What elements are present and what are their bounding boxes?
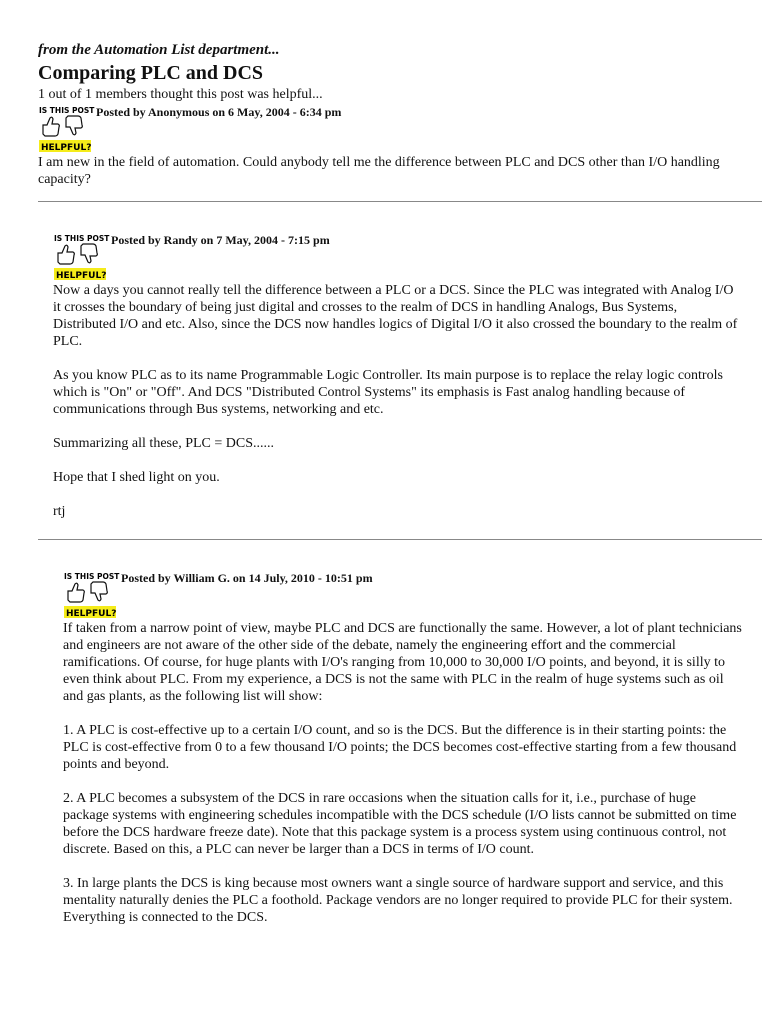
post-2	[53, 232, 743, 520]
post-divider	[38, 539, 762, 540]
badge-line2: HELPFUL?	[41, 143, 92, 153]
post-paragraph: 2. A PLC becomes a subsystem of the DCS in rare occasions when the situation calls for it, i.e., purchase of huge package systems with engineering schedules incompatible with the DCS schedule (I/O lists cannot be submitted on time before the DCS hardware freeze date). Note that this package system is a process system using continuous control, not discrete. Based on this, a PLC can never be larger than a DCS in terms of I/O count.	[63, 791, 737, 857]
post-paragraph: If taken from a narrow point of view, maybe PLC and DCS are functionally the same. However, a lot of plant technicians and engineers are not aware of the other side of the debate, namely the engineering effort and the commercial ramifications. Of course, for huge plants with I/O's ranging from 10,000 to 30,000 I/O points, and beyond, it is silly to even think about PLC. From my experience, a DCS is not the same with PLC in the realm of huge systems such as oil and gas plants, as the following list will show:	[63, 621, 742, 704]
posted-by: Posted by William G. on 14 July, 2010 - 10:51 pm	[121, 571, 373, 585]
post-paragraph: 1. A PLC is cost-effective up to a certain I/O count, and so is the DCS. But the difference is in their starting points: the PLC is cost-effective from 0 to a few thousand I/O points; the DCS becomes cost-effective starting from a few thousand points and beyond.	[63, 723, 737, 772]
post-paragraph: I am new in the field of automation. Could anybody tell me the difference between PLC and DCS other than I/O handling capacity?	[38, 155, 720, 187]
post-header	[53, 232, 743, 282]
post-divider	[38, 201, 762, 202]
post-body	[53, 282, 743, 520]
post-signature: rtj	[53, 504, 66, 519]
helpful-thumbs-icon[interactable]	[63, 570, 121, 620]
badge-line2: HELPFUL?	[66, 609, 117, 619]
badge-line1: IS THIS POST	[39, 106, 95, 115]
post-paragraph: 3. In large plants the DCS is king because most owners want a single source of hardware support and service, and this mentality naturally denies the PLC a foothold. Package vendors are no longer required to provide PLC for their system. Everything is connected to the DCS.	[63, 876, 733, 925]
post-paragraph: Summarizing all these, PLC = DCS......	[53, 436, 274, 451]
post-1	[38, 104, 762, 188]
post-paragraph: Now a days you cannot really tell the difference between a PLC or a DCS. Since the PLC was integrated with Analog I/O it crosses the boundary of being just digital and crosses to the realm of DCS in handling Analogs, Bus Systems, Distributed I/O and etc. Also, since the DCS now handles logics of Digital I/O it also crossed the boundary to the realm of PLC.	[53, 283, 738, 349]
post-body	[38, 154, 762, 188]
post-header	[38, 104, 762, 154]
badge-line2: HELPFUL?	[56, 271, 107, 281]
helpful-thumbs-icon[interactable]	[53, 232, 111, 282]
badge-line1: IS THIS POST	[64, 572, 120, 581]
page-header	[38, 40, 762, 105]
page-title: Comparing PLC and DCS	[38, 62, 264, 84]
post-paragraph: As you know PLC as to its name Programmable Logic Controller. Its main purpose is to replace the relay logic controls which is "On" or "Off". And DCS "Distributed Control Systems" its emphasis is Fast analog handling because of communications through Bus systems, networking and etc.	[53, 368, 723, 417]
post-body	[63, 620, 743, 926]
posted-by: Posted by Anonymous on 6 May, 2004 - 6:34 pm	[96, 105, 342, 119]
department-label: from the Automation List department...	[38, 42, 280, 58]
post-paragraph: Hope that I shed light on you.	[53, 470, 220, 485]
badge-line1: IS THIS POST	[54, 234, 110, 243]
helpful-count: 1 out of 1 members thought this post was helpful...	[38, 87, 323, 102]
post-3	[63, 570, 743, 926]
posted-by: Posted by Randy on 7 May, 2004 - 7:15 pm	[111, 233, 330, 247]
helpful-thumbs-icon[interactable]	[38, 104, 96, 154]
post-header	[63, 570, 743, 620]
